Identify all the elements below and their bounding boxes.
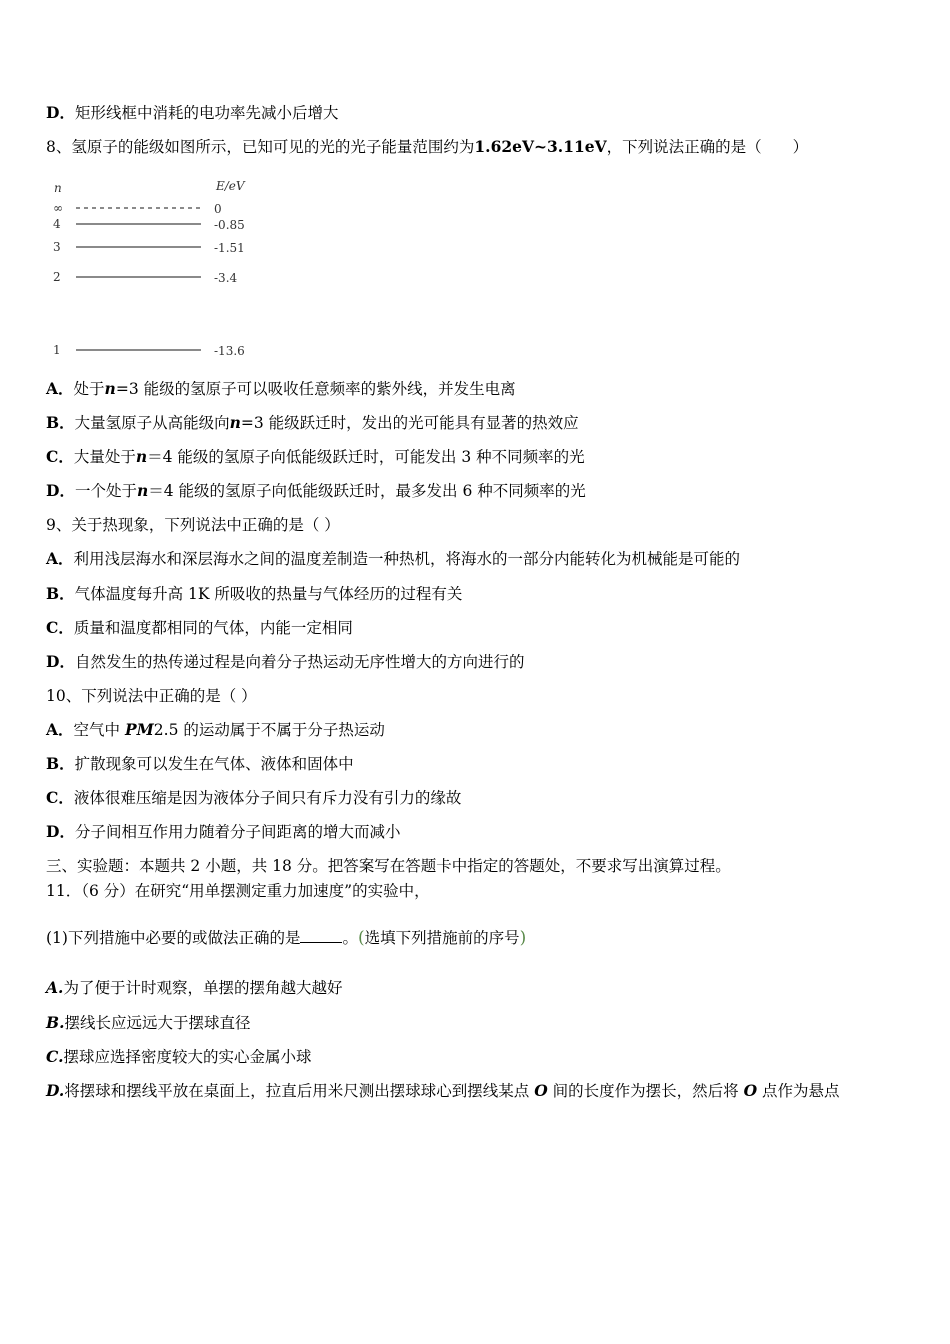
option-label: D． bbox=[46, 822, 75, 841]
level-energy-label: -3.4 bbox=[214, 271, 238, 285]
q9-option-d bbox=[46, 652, 524, 672]
answer-blank bbox=[300, 928, 342, 943]
option-text: 液体很难压缩是因为液体分子间只有斥力没有引力的缘故 bbox=[73, 789, 462, 807]
option-label: B． bbox=[46, 754, 75, 773]
option-label: D. bbox=[46, 1081, 65, 1100]
level-energy-label: 0 bbox=[214, 202, 222, 216]
q9-option-a bbox=[46, 549, 740, 569]
option-text: ＝4 能级的氢原子向低能级跃迁时，可能发出 3 种不同频率的光 bbox=[147, 448, 585, 466]
option-text: =3 能级跃迁时，发出的光可能具有显著的热效应 bbox=[240, 414, 579, 432]
q8-option-d bbox=[46, 481, 586, 501]
option-text: 大量处于 bbox=[73, 448, 136, 466]
energy-level-diagram bbox=[46, 172, 266, 364]
level-n-label: 1 bbox=[53, 343, 61, 357]
variable-n: n bbox=[136, 481, 149, 500]
option-label: B． bbox=[46, 584, 75, 603]
option-text: 间的长度作为摆长，然后将 bbox=[547, 1082, 744, 1100]
option-text: 为了便于计时观察，单摆的摆角越大越好 bbox=[63, 979, 343, 997]
variable-n: n bbox=[135, 447, 148, 466]
level-n-label: 2 bbox=[53, 270, 61, 284]
section-3-heading: 三、实验题：本题共 2 小题，共 18 分。把答案写在答题卡中指定的答题处，不要求写出演算过程。 bbox=[46, 857, 731, 875]
q11-option-c bbox=[46, 1047, 311, 1067]
question-text: 氢原子的能级如图所示，已知可见的光的光子能量范围约为 bbox=[71, 138, 475, 156]
option-text: 处于 bbox=[73, 380, 105, 398]
option-label: C. bbox=[46, 1047, 64, 1066]
question-number: 8、 bbox=[46, 138, 72, 156]
option-label: C． bbox=[46, 788, 74, 807]
q11-option-b bbox=[46, 1013, 251, 1033]
level-energy-label: -1.51 bbox=[214, 241, 245, 255]
q11-option-d bbox=[46, 1081, 840, 1101]
energy-levels bbox=[53, 201, 245, 358]
option-text: 空气中 bbox=[73, 721, 125, 739]
option-text: 分子间相互作用力随着分子间距离的增大而减小 bbox=[74, 823, 401, 841]
q10-option-c bbox=[46, 788, 461, 808]
q10-option-b bbox=[46, 754, 354, 774]
option-text: ＝4 能级的氢原子向低能级跃迁时，最多发出 6 种不同频率的光 bbox=[148, 482, 586, 500]
part1-period: 。 bbox=[342, 929, 358, 947]
n-axis-label: n bbox=[54, 181, 62, 195]
level-energy-label: -13.6 bbox=[214, 344, 245, 358]
q7-option-d bbox=[46, 103, 338, 123]
q8-option-c bbox=[46, 447, 585, 467]
q11-stem: 11．（6 分）在研究“用单摆测定重力加速度”的实验中， bbox=[46, 882, 430, 900]
option-text: 自然发生的热传递过程是向着分子热运动无序性增大的方向进行的 bbox=[74, 653, 525, 671]
option-text: 2.5 的运动属于不属于分子热运动 bbox=[153, 721, 385, 739]
option-label: A． bbox=[46, 720, 74, 739]
energy-range: 1.62eV~3.11eV bbox=[474, 137, 607, 156]
option-label: D． bbox=[46, 103, 75, 122]
option-text: 质量和温度都相同的气体，内能一定相同 bbox=[73, 619, 353, 637]
level-n-label: 4 bbox=[53, 217, 61, 231]
part1-hint: 选填下列措施前的序号 bbox=[364, 929, 520, 947]
option-label: D． bbox=[46, 481, 75, 500]
option-text: 扩散现象可以发生在气体、液体和固体中 bbox=[74, 755, 354, 773]
part1-text: (1)下列措施中必要的或做法正确的是 bbox=[46, 929, 301, 947]
option-label: C． bbox=[46, 447, 74, 466]
q9-option-c bbox=[46, 618, 353, 638]
option-label: A． bbox=[46, 549, 74, 568]
q8-stem bbox=[46, 137, 808, 157]
option-text: 摆球应选择密度较大的实心金属小球 bbox=[63, 1048, 312, 1066]
option-text: 矩形线框中消耗的电功率先减小后增大 bbox=[74, 104, 339, 122]
q10-stem: 10、下列说法中正确的是（ ） bbox=[46, 687, 257, 705]
level-n-label: 3 bbox=[53, 240, 61, 254]
q8-option-b bbox=[46, 413, 579, 433]
level-energy-label: -0.85 bbox=[214, 218, 245, 232]
point-o: O bbox=[534, 1081, 548, 1100]
option-label: B. bbox=[46, 1013, 65, 1032]
q9-stem: 9、关于热现象，下列说法中正确的是（ ） bbox=[46, 516, 340, 534]
q10-option-d bbox=[46, 822, 400, 842]
option-text: 大量氢原子从高能级向 bbox=[74, 414, 230, 432]
option-text: 将摆球和摆线平放在桌面上，拉直后用米尺测出摆球球心到摆线某点 bbox=[64, 1082, 535, 1100]
close-paren: ) bbox=[519, 928, 527, 948]
option-label: A． bbox=[46, 379, 74, 398]
q9-option-b bbox=[46, 584, 462, 604]
variable-n: n bbox=[104, 379, 116, 398]
q10-option-a bbox=[46, 720, 385, 740]
q8-option-a bbox=[46, 379, 516, 399]
option-text: 一个处于 bbox=[74, 482, 137, 500]
option-label: B． bbox=[46, 413, 75, 432]
energy-axis-label: E/eV bbox=[216, 179, 245, 193]
pm-symbol: PM bbox=[124, 720, 154, 739]
option-text: =3 能级的氢原子可以吸收任意频率的紫外线，并发生电离 bbox=[115, 380, 516, 398]
level-n-label: ∞ bbox=[53, 201, 63, 215]
open-paren: ( bbox=[357, 928, 365, 948]
q11-part1 bbox=[46, 928, 526, 948]
q11-option-a bbox=[46, 978, 342, 998]
option-text: 摆线长应远远大于摆球直径 bbox=[64, 1014, 251, 1032]
option-text: 气体温度每升高 1K 所吸收的热量与气体经历的过程有关 bbox=[74, 585, 463, 603]
option-label: C． bbox=[46, 618, 74, 637]
option-text: 利用浅层海水和深层海水之间的温度差制造一种热机，将海水的一部分内能转化为机械能是可能的 bbox=[73, 550, 741, 568]
option-text: 点作为悬点 bbox=[757, 1082, 840, 1100]
point-o: O bbox=[743, 1081, 758, 1100]
question-tail: ，下列说法正确的是（ ） bbox=[606, 138, 809, 156]
option-label: D． bbox=[46, 652, 75, 671]
variable-n: n bbox=[229, 413, 241, 432]
option-label: A. bbox=[46, 978, 64, 997]
